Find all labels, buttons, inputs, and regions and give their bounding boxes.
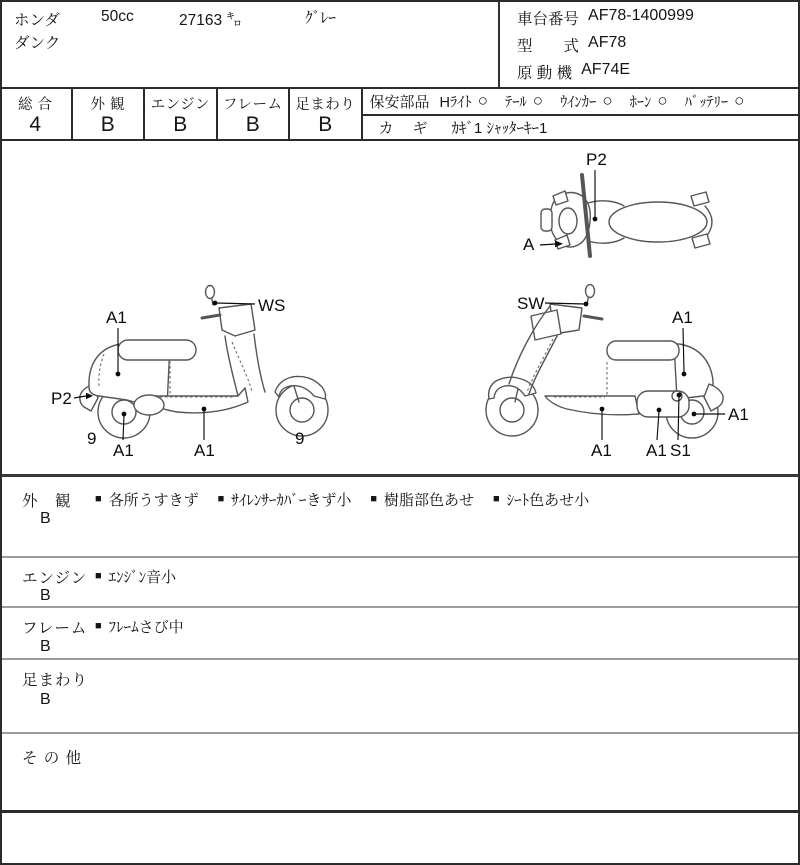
safety-parts-block — [363, 89, 800, 139]
winker-status-circle: ○ — [602, 90, 613, 110]
headlight-label: Hﾗｲﾄ — [439, 94, 472, 111]
grade-frame-value: B — [245, 112, 260, 136]
safety-parts-row — [363, 89, 800, 116]
grade-cell-undercarriage — [290, 89, 363, 139]
color-value: ｸﾞﾚｰ — [305, 10, 337, 27]
model-code-value: AF78 — [588, 34, 627, 51]
section-engine-grade: B — [40, 587, 51, 604]
battery-status-circle: ○ — [734, 90, 745, 110]
grade-overall-value: 4 — [29, 112, 42, 136]
engine-code-label: 原 動 機 — [517, 65, 573, 82]
grade-engine-label: エンジン — [150, 96, 210, 113]
battery-label: ﾊﾞｯﾃﾘｰ — [684, 94, 729, 111]
damage-diagram-area — [2, 141, 798, 474]
damage-label-a1-wheel-right: A1 — [728, 405, 749, 424]
damage-label-a1-body-left: A1 — [194, 441, 215, 460]
header-divider — [498, 2, 500, 87]
grade-cell-engine — [145, 89, 218, 139]
damage-label-9-rear: 9 — [87, 429, 97, 448]
horn-label: ﾎｰﾝ — [629, 94, 652, 111]
taillight-label: ﾃｰﾙ — [505, 94, 527, 111]
grade-frame-label: フレーム — [223, 96, 283, 113]
grade-engine-value: B — [173, 112, 188, 136]
bullet-icon: ■ — [493, 492, 500, 505]
section-exterior-grade: B — [40, 510, 51, 527]
engine-code-row — [517, 61, 630, 83]
section-frame-grade: B — [40, 638, 51, 655]
bullet-icon: ■ — [217, 492, 225, 505]
safety-item-horn — [630, 91, 668, 112]
comment-text: 各所うすきず — [108, 492, 199, 509]
comment-item — [493, 489, 589, 510]
comment-item — [95, 489, 199, 510]
comment-text: ｼｰﾄ色あせ小 — [506, 492, 590, 509]
safety-item-taillight — [505, 91, 543, 112]
engine-code-value: AF74E — [581, 61, 631, 78]
safety-item-winker — [560, 91, 613, 112]
section-frame-comments — [95, 616, 184, 637]
model-code-label: 型 式 — [517, 38, 580, 55]
damage-label-a1-muffler: A1 — [646, 441, 667, 460]
section-other-label: そ の 他 — [22, 750, 83, 767]
comment-item — [218, 489, 352, 510]
scooter-left-view — [42, 284, 352, 469]
damage-label-9-front: 9 — [295, 429, 305, 448]
displacement-value: 50cc — [101, 8, 134, 25]
grade-exterior-value: B — [100, 112, 115, 136]
damage-label-p2-left: P2 — [51, 389, 72, 408]
damage-label-a1-wheel-left: A1 — [113, 441, 134, 460]
section-engine-comments — [95, 566, 176, 587]
winker-label: ｳｲﾝｶｰ — [560, 94, 597, 111]
comment-item — [95, 616, 184, 637]
grade-cell-exterior — [73, 89, 146, 139]
grade-cell-frame — [218, 89, 291, 139]
damage-label-a1-tail-right: A1 — [672, 308, 693, 327]
comment-text: ﾌﾚｰﾑさび中 — [108, 619, 184, 636]
chassis-number-label: 車台番号 — [517, 11, 580, 28]
section-frame-label: フレーム — [22, 620, 88, 637]
grade-undercarriage-value: B — [318, 112, 333, 136]
grade-table — [0, 87, 800, 141]
bottom-empty-band — [0, 810, 800, 865]
model-label: ダンク — [14, 35, 61, 52]
keys-label: カ ギ — [378, 119, 430, 137]
section-exterior-label: 外 観 — [22, 493, 72, 510]
section-exterior — [0, 474, 800, 556]
damage-label-a-top: A — [523, 235, 535, 254]
bullet-icon: ■ — [95, 619, 102, 632]
damage-label-a1-tail-left: A1 — [106, 308, 127, 327]
bullet-icon: ■ — [370, 492, 377, 505]
comment-text: ｻｲﾚﾝｻｰｶﾊﾞｰきず小 — [231, 492, 352, 509]
comment-text: ｴﾝｼﾞﾝ音小 — [108, 569, 177, 586]
keys-row — [363, 116, 800, 139]
bullet-icon: ■ — [95, 569, 102, 582]
damage-label-p2-top: P2 — [586, 150, 607, 169]
section-undercarriage — [0, 658, 800, 732]
keys-value: ｶｷﾞ1 ｼｬｯﾀｰｷｰ1 — [451, 119, 548, 137]
mileage-value: 27163 ㌔ — [179, 12, 242, 29]
horn-status-circle: ○ — [657, 90, 668, 110]
scooter-top-view — [502, 146, 762, 268]
grade-cell-overall — [0, 89, 73, 139]
safety-item-headlight — [440, 91, 489, 112]
grade-overall-label: 総 合 — [17, 96, 53, 113]
bullet-icon: ■ — [95, 492, 102, 505]
scooter-right-view — [457, 284, 787, 469]
taillight-status-circle: ○ — [532, 90, 544, 110]
section-exterior-comments — [95, 489, 589, 510]
scooter-top-view-art — [541, 175, 712, 256]
section-other — [0, 732, 800, 810]
chassis-number-value: AF78-1400999 — [588, 7, 694, 24]
model-code-row — [517, 34, 626, 56]
damage-label-sw: SW — [517, 294, 545, 313]
comment-item — [370, 489, 474, 510]
damage-label-ws: WS — [258, 296, 286, 315]
section-engine-label: エンジン — [22, 570, 88, 587]
section-undercarriage-label: 足まわり — [22, 672, 89, 689]
comment-text: 樹脂部色あせ — [384, 492, 475, 509]
section-engine — [0, 556, 800, 606]
safety-item-battery — [685, 91, 745, 112]
headlight-status-circle: ○ — [477, 90, 489, 110]
safety-parts-label: 保安部品 — [369, 93, 430, 111]
damage-label-a1-body-right: A1 — [591, 441, 612, 460]
section-frame — [0, 606, 800, 658]
section-undercarriage-grade: B — [40, 691, 51, 708]
make-label: ホンダ — [14, 12, 60, 29]
comment-item — [95, 566, 176, 587]
chassis-number-row — [517, 7, 694, 29]
damage-label-s1: S1 — [670, 441, 691, 460]
grade-exterior-label: 外 観 — [90, 96, 126, 113]
grade-undercarriage-label: 足まわり — [295, 96, 356, 113]
